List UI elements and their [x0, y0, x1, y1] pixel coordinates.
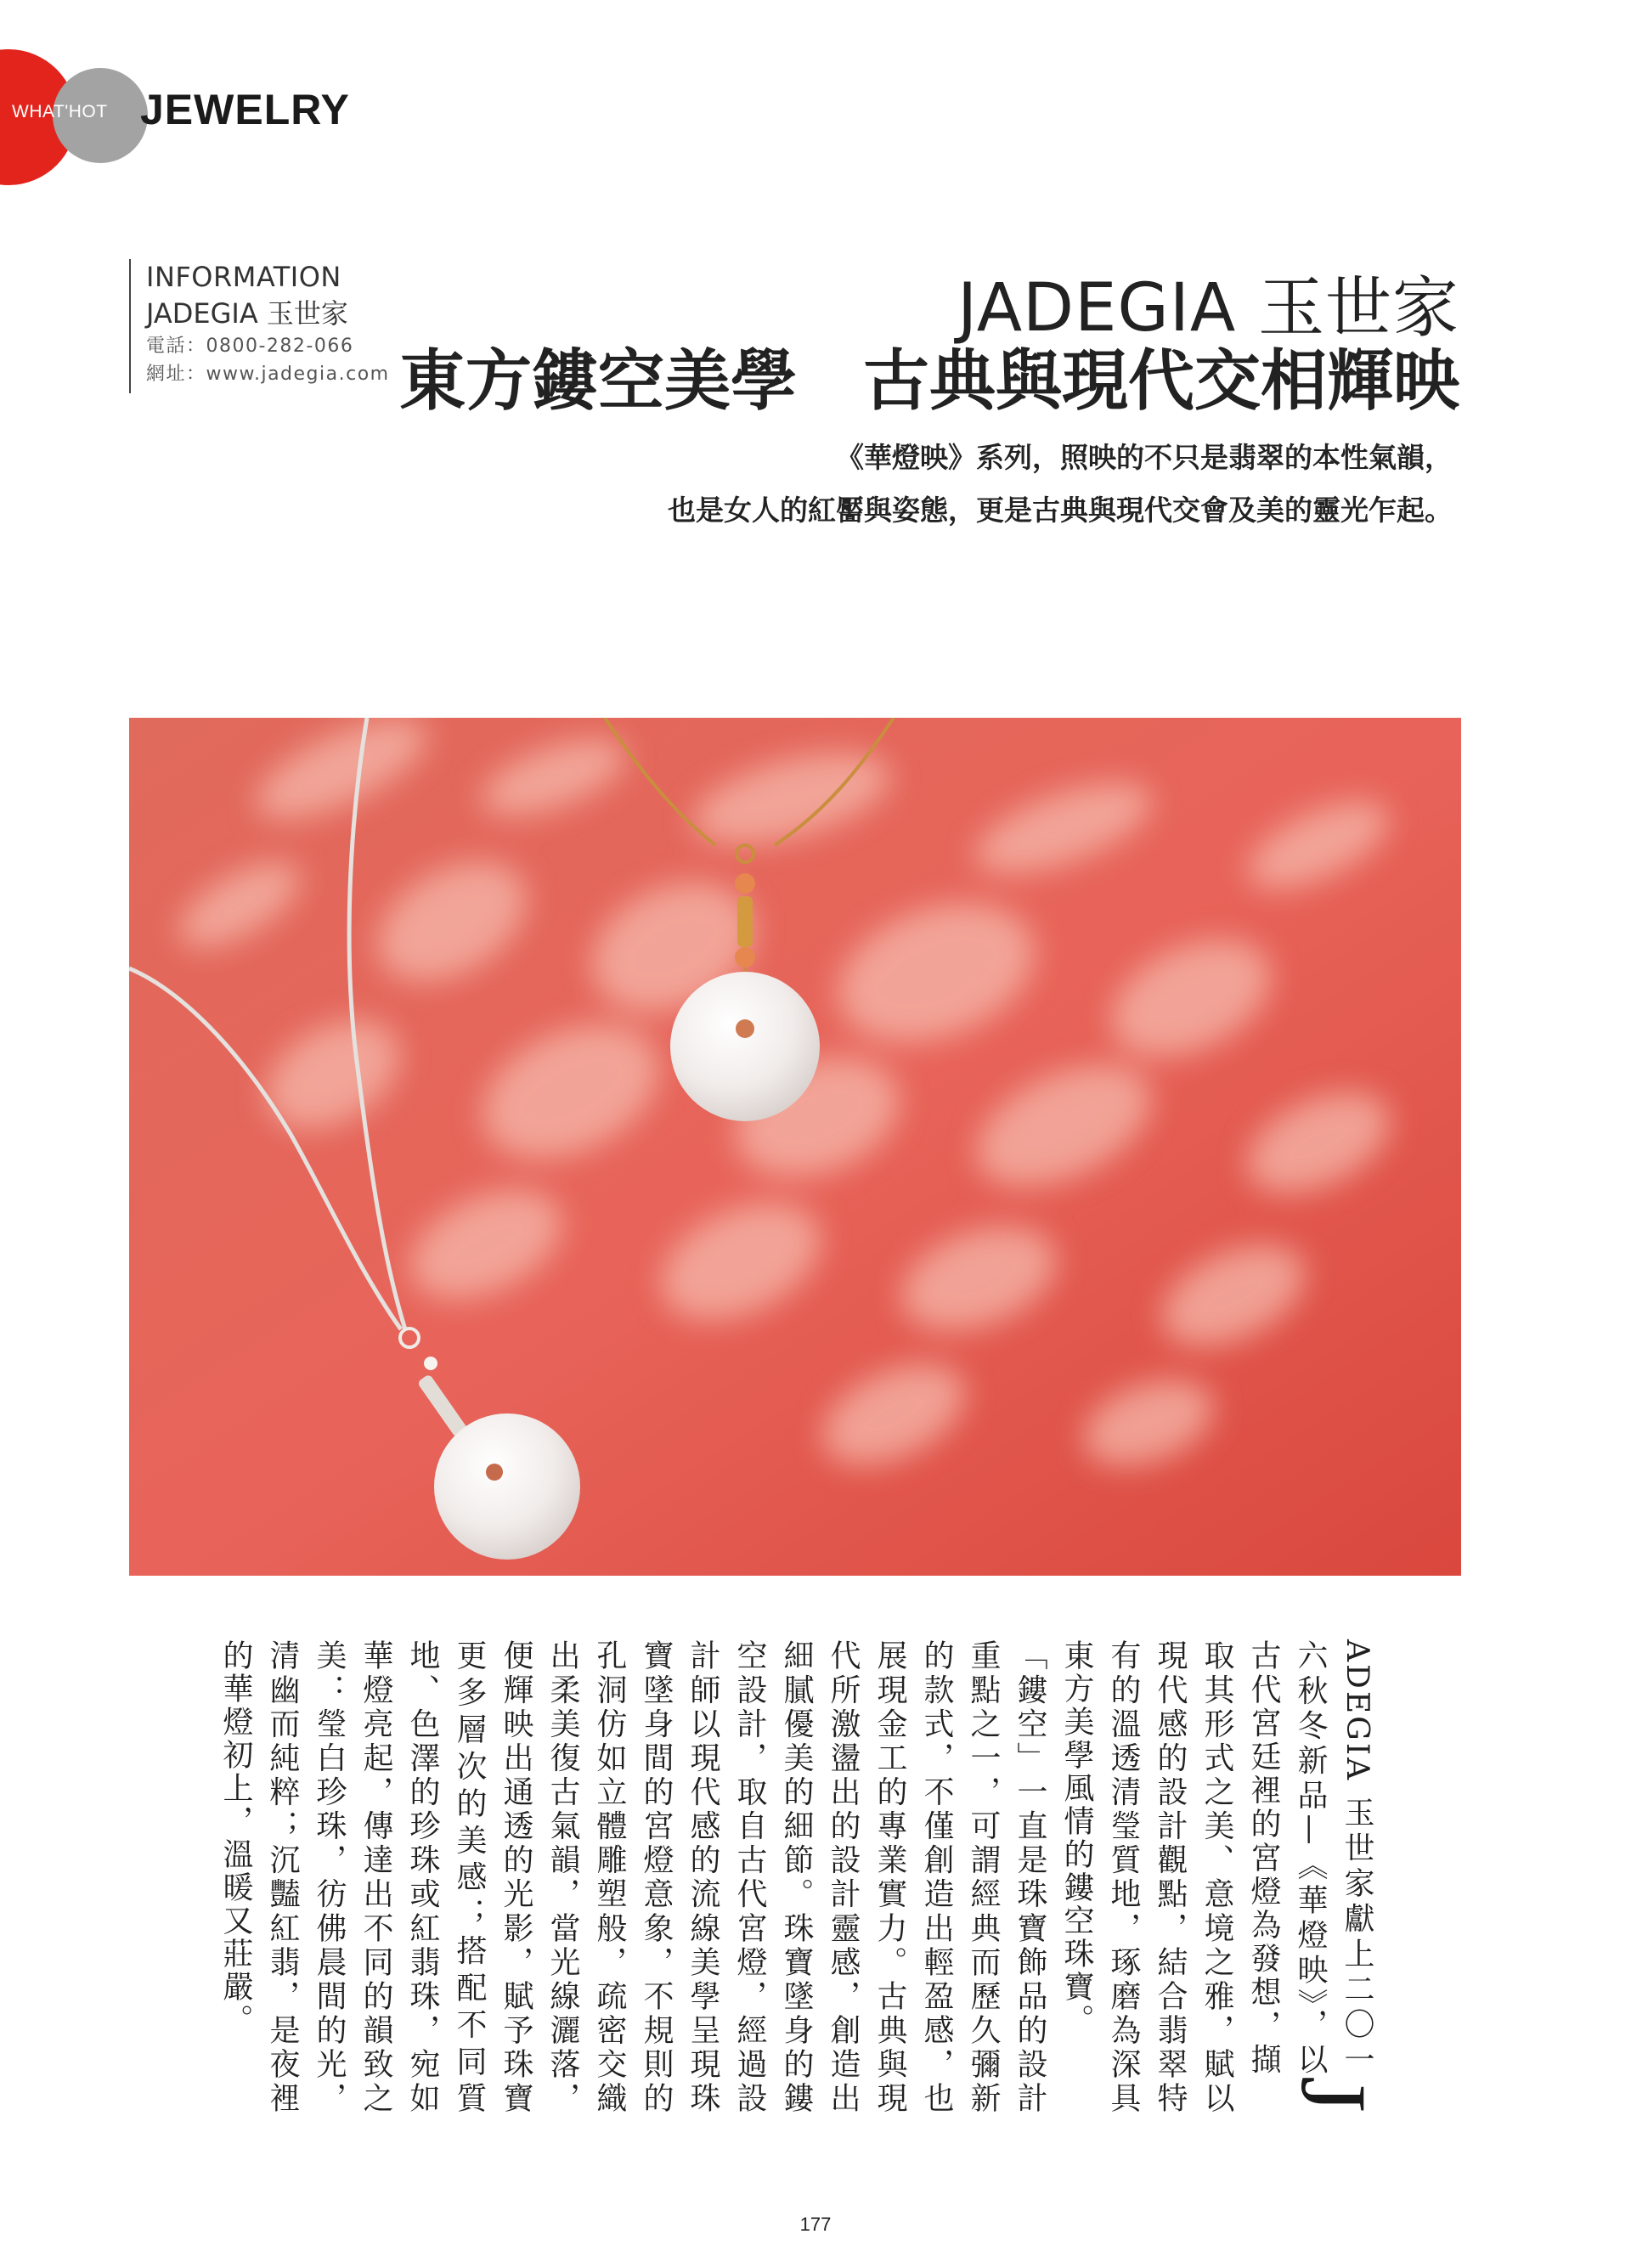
jade-pendants-image: [129, 718, 1461, 1576]
info-website: 網址：www.jadegia.com: [146, 364, 390, 385]
body-paragraph-2: 「鏤空」一直是珠寶飾品的設計重點之一，可謂經典而歷久彌新的款式，不僅創造出輕盈感，也展現金工的專業實力。古典與現代所激盪出的設計靈感，創造出細膩優美的細節。珠寶墜身的鏤空設計，取自古代宮燈，經過設計師以現代感的流線美學呈現珠寶墜身間的宮燈意象，不規則的孔洞仿如立體雕塑般，疏密交織出柔美復古氣韻，當光線灑落，便輝映出通透的光影，賦予珠寶更多層次的美感；搭配不同質地、色澤的珍珠或紅翡珠，宛如華燈亮起，傳達出不同的韻致之美：瑩白珍珠，彷佛晨間的光，清幽而純粹；沉豔紅翡，是夜裡的華燈初上，溫暖又莊嚴。: [218, 1639, 1047, 2115]
headline-line-1: JADEGIA 玉世家: [957, 270, 1459, 347]
info-phone: 電話：0800-282-066: [146, 336, 354, 357]
subtitle-line-2: 也是女人的紅靨與姿態，更是古典與現代交會及美的靈光乍起。: [668, 494, 1453, 527]
drop-cap: J: [1282, 2076, 1386, 2115]
body-paragraph-1: [1053, 1639, 1386, 2115]
body-paragraph-1-text: ADEGIA 玉世家獻上二〇一六秋冬新品—《華燈映》，以古代宮廷裡的宮燈為發想，擷取其形式之美、意境之雅，賦以現代感的設計觀點，結合翡翠特有的溫透清瑩質地，琢磨為深具東方美學風情的鏤空珠寶。: [1059, 1639, 1374, 2115]
article-body: [218, 1639, 1386, 2115]
information-box: [129, 259, 390, 393]
badge-label: WHAT'HOT: [12, 102, 108, 121]
page-number: 177: [799, 2214, 832, 2235]
article-subtitle: [668, 432, 1453, 537]
headline-line-2: 東方鏤空美學 古典與現代交相輝映: [398, 343, 1459, 420]
subtitle-line-1: 《華燈映》系列，照映的不只是翡翠的本性氣韻，: [836, 441, 1453, 474]
info-heading: INFORMATION: [146, 261, 341, 293]
article-headline: [398, 270, 1459, 420]
section-title: JEWELRY: [140, 86, 350, 133]
info-brand: JADEGIA 玉世家: [146, 297, 348, 330]
product-photo: [129, 718, 1461, 1576]
section-badge: [0, 49, 149, 185]
